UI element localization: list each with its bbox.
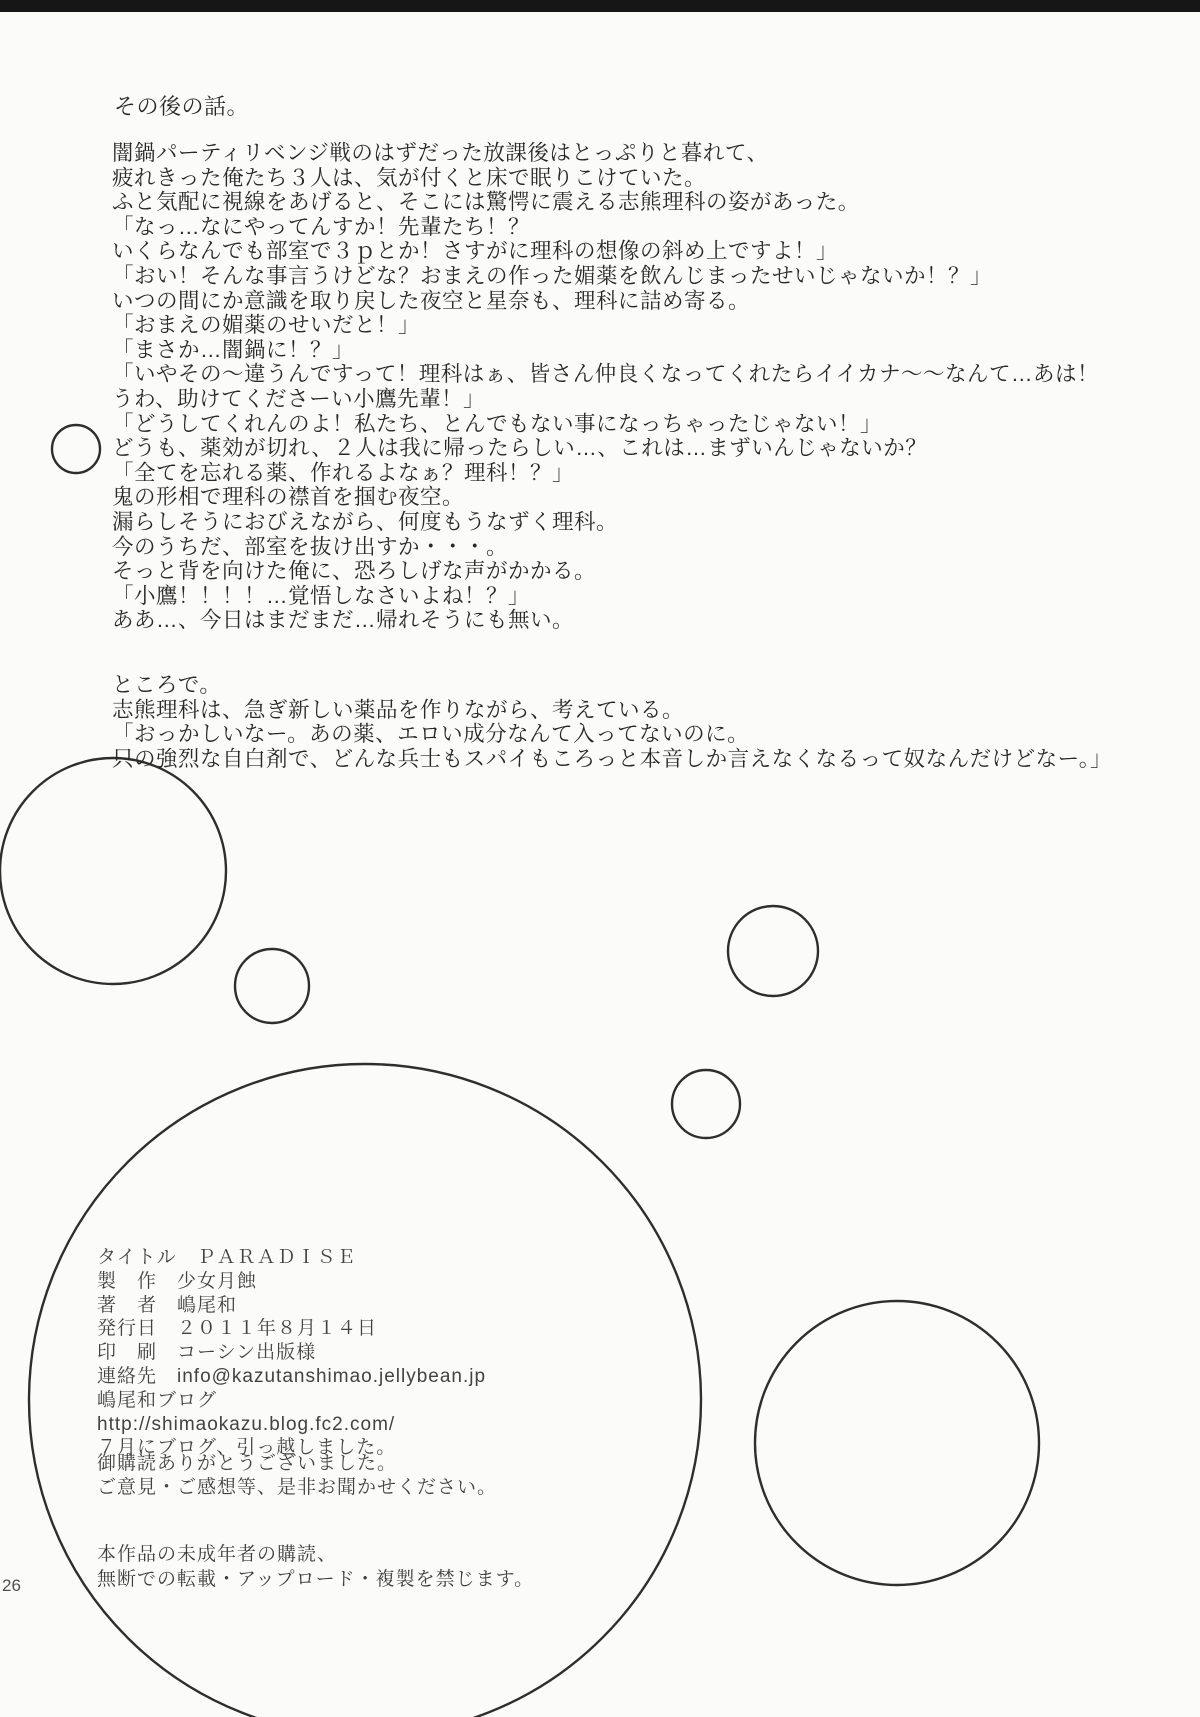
text-line: 漏らしそうにおびえながら、何度もうなずく理科。 xyxy=(112,509,619,534)
page-number: 26 xyxy=(2,1576,21,1595)
text-line: いくらなんでも部室で３ｐとか！さすがに理科の想像の斜め上ですよ！」 xyxy=(112,239,839,264)
text-line: ７月にブログ、引っ越しました。 xyxy=(97,1437,397,1459)
thanks-block xyxy=(97,1452,497,1500)
text-line: 只の強烈な自白剤で、どんな兵士もスパイもころっと本音しか言えなくなるって奴なんだけどなー。」 xyxy=(112,746,1112,771)
text-line: 連絡先 info@kazutanshimao.jellybean.jp xyxy=(97,1365,487,1387)
text-line: ご意見・ご感想等、是非お聞かせください。 xyxy=(97,1476,498,1498)
text-line: 疲れきった俺たち３人は、気が付くと床で眠りこけていた。 xyxy=(112,165,707,190)
text-line: 今のうちだ、部室を抜け出すか・・・。 xyxy=(112,534,509,559)
text-line: 本作品の未成年者の購読、 xyxy=(97,1544,338,1565)
text-line: 「なっ…なにやってんすか！先輩たち！？ xyxy=(112,214,531,239)
text-line: 「おい！そんな事言うけどな？おまえの作った媚薬を飲んじまったせいじゃないか！？」 xyxy=(112,263,993,288)
text-line: 無断での転載・アップロード・複製を禁じます。 xyxy=(97,1569,535,1590)
text-line: 「全てを忘れる薬、作れるよなぁ？理科！？」 xyxy=(112,460,575,485)
text-line: 「いやその〜違うんですって！理科はぁ、皆さん仲良くなってくれたらイイカナ〜〜なんて…あは！ xyxy=(112,362,1099,387)
text-line: ああ…、今日はまだまだ…帰れそうにも無い。 xyxy=(112,608,575,633)
text-line: 著 者 嶋尾和 xyxy=(97,1294,238,1316)
text-line: 御購読ありがとうございました。 xyxy=(97,1453,398,1474)
text-line: どうも、薬効が切れ、２人は我に帰ったらしい…、これは…まずいんじゃないか？ xyxy=(112,436,928,461)
text-line: 発行日 ２０１１年８月１４日 xyxy=(97,1318,378,1340)
bubble-circle xyxy=(0,758,226,984)
text-line: そっと背を向けた俺に、恐ろしげな声がかかる。 xyxy=(112,559,597,584)
text-line: 印 刷 コーシン出版様 xyxy=(97,1342,317,1364)
text-line: うわ、助けてくださーい小鷹先輩！」 xyxy=(112,386,486,411)
text-line: 「まさか…闇鍋に！？」 xyxy=(112,337,355,362)
text-line: 「どうしてくれんのよ！私たち、とんでもない事になっちゃったじゃない！」 xyxy=(112,411,883,436)
text-line: 「小鷹！！！！…覚悟しなさいよね！？」 xyxy=(112,583,531,608)
bubble-circle xyxy=(672,1070,740,1138)
text-line: いつの間にか意識を取り戻した夜空と星奈も、理科に詰め寄る。 xyxy=(112,288,751,313)
story-text-block xyxy=(112,141,1099,633)
text-line: 嶋尾和ブログ xyxy=(97,1389,218,1411)
copyright-notice-block xyxy=(97,1542,534,1592)
text-line: 「おまえの媚薬のせいだと！」 xyxy=(112,313,421,338)
text-line: 鬼の形相で理科の襟首を掴む夜空。 xyxy=(112,485,465,510)
bubble-circle xyxy=(728,906,818,996)
text-line: ふと気配に視線をあげると、そこには驚愕に震える志熊理科の姿があった。 xyxy=(112,190,860,215)
bubble-circle xyxy=(52,425,100,473)
story-heading: その後の話。 xyxy=(114,94,250,119)
text-line: 「おっかしいなー。あの薬、エロい成分なんて入ってないのに。 xyxy=(112,722,750,747)
text-line: 闇鍋パーティリベンジ戦のはずだった放課後はとっぷりと暮れて、 xyxy=(112,141,769,165)
text-line: http://shimaokazu.blog.fc2.com/ xyxy=(97,1413,396,1435)
text-line: タイトル ＰＡＲＡＤＩＳＥ xyxy=(97,1247,357,1268)
text-line: ところで。 xyxy=(112,673,222,697)
bubble-circle xyxy=(235,949,309,1023)
aside-text-block xyxy=(112,673,1112,771)
text-line: 志熊理科は、急ぎ新しい薬品を作りながら、考えている。 xyxy=(112,697,685,722)
colophon-block xyxy=(97,1246,486,1460)
text-line: 製 作 少女月蝕 xyxy=(97,1270,258,1292)
bubble-circle xyxy=(755,1301,1039,1585)
